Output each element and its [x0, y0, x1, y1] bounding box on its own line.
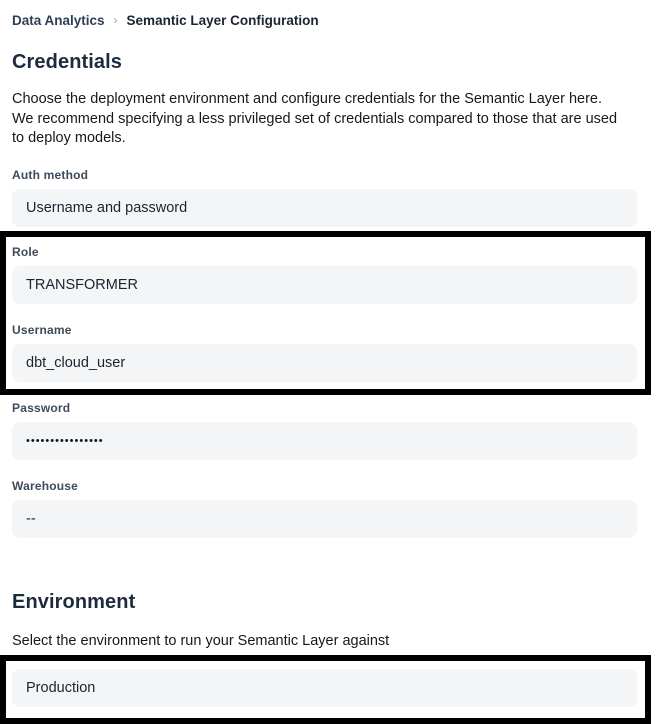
- credentials-description: Choose the deployment environment and configure credentials for the Semantic Layer here. We recommend specifying a less privileged set of credentials compared to those that are used to deploy models.: [12, 91, 618, 146]
- annotation-box-environment: [0, 655, 651, 724]
- warehouse-label: Warehouse: [12, 478, 79, 493]
- credentials-section-title: Credentials: [12, 51, 123, 73]
- role-input[interactable]: TRANSFORMER: [12, 266, 637, 304]
- annotation-box-role-username: [0, 231, 651, 395]
- auth-method-label: Auth method: [12, 167, 89, 182]
- breadcrumb-item-data-analytics[interactable]: Data Analytics: [12, 13, 105, 28]
- warehouse-group: [12, 479, 649, 538]
- password-group: [12, 401, 649, 460]
- warehouse-input[interactable]: --: [12, 500, 637, 538]
- breadcrumb: [0, 0, 661, 28]
- environment-group: [12, 669, 645, 707]
- role-label: Role: [12, 244, 39, 259]
- password-masked-value: ••••••••••••••••: [26, 434, 104, 447]
- password-input[interactable]: [12, 422, 637, 460]
- username-label: Username: [12, 322, 72, 337]
- environment-select[interactable]: Production: [12, 669, 637, 707]
- username-group: [12, 323, 645, 382]
- environment-section-title: Environment: [12, 590, 136, 613]
- password-label: Password: [12, 400, 71, 415]
- role-group: [12, 245, 645, 304]
- auth-method-select[interactable]: Username and password: [12, 189, 637, 227]
- auth-method-group: [12, 168, 649, 227]
- breadcrumb-item-semantic-layer-configuration[interactable]: Semantic Layer Configuration: [126, 13, 319, 28]
- environment-description: Select the environment to run your Semantic Layer against: [12, 632, 390, 649]
- chevron-right-icon: ›: [113, 12, 118, 27]
- username-input[interactable]: dbt_cloud_user: [12, 344, 637, 382]
